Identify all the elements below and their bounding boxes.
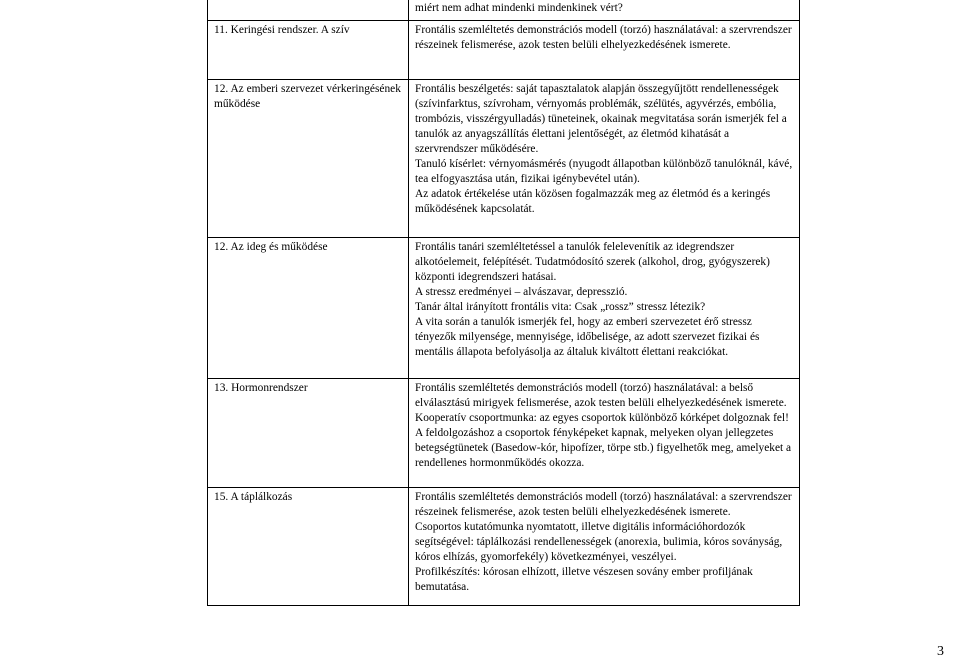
description-cell bbox=[409, 0, 800, 21]
description-paragraph: miért nem adhat mindenki mindenkinek vért? bbox=[415, 2, 623, 14]
description-paragraph: Kooperatív csoportmunka: az egyes csoportok különböző kórképet dolgoznak fel! A feldolgozáshoz a csoportok fényképeket kapnak, melyeken olyan jellegzetes betegségtünetek (Basedow-kór, hipofízer, törpe stb.) figyelhetők meg, amelyeket a rendellenes hormonműködés okozza. bbox=[415, 412, 792, 469]
description-cell bbox=[409, 238, 800, 379]
description-paragraph: Tanár által irányított frontális vita: Csak „rossz” stressz létezik? bbox=[415, 301, 706, 313]
description-paragraph: A stressz eredményei – alvászavar, depresszió. bbox=[415, 286, 628, 298]
description-cell bbox=[409, 80, 800, 238]
description-paragraph: Az adatok értékelése után közösen fogalmazzák meg az életmód és a keringés működésének kapcsolatát. bbox=[415, 188, 771, 215]
description-paragraph: Tanuló kísérlet: vérnyomásmérés (nyugodt állapotban különböző tanulóknál, kávé, tea elfogyasztása után, fizikai igénybevétel után). bbox=[415, 158, 793, 185]
description-cell bbox=[409, 21, 800, 80]
topic-label: 12. Az emberi szervezet vérkeringésének működése bbox=[214, 83, 401, 110]
description-paragraph: A vita során a tanulók ismerjék fel, hogy az emberi szervezetet érő stressz tényezők milyensége, mennyisége, időbelisége, az adott szervezet fizikai és mentális állapota befolyásolja az általuk kiváltott élettani reakciókat. bbox=[415, 316, 760, 358]
description-paragraph: Frontális szemléltetés demonstrációs modell (torzó) használatával: a szervrendszer részeinek felismerése, azok testen belüli elhelyezkedésének ismerete. bbox=[415, 24, 792, 51]
topic-cell bbox=[208, 21, 409, 80]
description-paragraph: Csoportos kutatómunka nyomtatott, illetve digitális információhordozók segítségével: táplálkozási rendellenességek (anorexia, bulimia, kóros soványság, kóros elhízás, gyomorfekély) következményei, veszélyei. bbox=[415, 521, 783, 563]
topic-label: 13. Hormonrendszer bbox=[214, 382, 308, 394]
description-paragraph: Frontális szemléltetés demonstrációs modell (torzó) használatával: a szervrendszer részeinek felismerése, azok testen belüli elhelyezkedésének ismerete. bbox=[415, 491, 792, 518]
description-paragraph: Frontális tanári szemléltetéssel a tanulók felelevenítik az idegrendszer alkotóelemeit, felépítését. Tudatmódosító szerek (alkohol, drog, gyógyszerek) központi idegrendszeri hatásai. bbox=[415, 241, 770, 283]
description-paragraph: Profilkészítés: kórosan elhízott, illetve vészesen sovány ember profiljának bemutatása. bbox=[415, 566, 753, 593]
topic-label: 15. A táplálkozás bbox=[214, 491, 293, 503]
description-cell bbox=[409, 488, 800, 606]
table-row bbox=[208, 80, 800, 238]
topic-cell bbox=[208, 0, 409, 21]
topic-cell bbox=[208, 379, 409, 488]
topic-label: 12. Az ideg és működése bbox=[214, 241, 328, 253]
topic-cell bbox=[208, 488, 409, 606]
topic-label: 11. Keringési rendszer. A szív bbox=[214, 24, 350, 36]
curriculum-table-body bbox=[208, 0, 800, 606]
description-cell bbox=[409, 379, 800, 488]
description-paragraph: Frontális szemléltetés demonstrációs modell (torzó) használatával: a belső elválasztású mirigyek felismerése, azok testen belüli elhelyezkedésének ismerete. bbox=[415, 382, 787, 409]
table-row bbox=[208, 488, 800, 606]
table-row bbox=[208, 0, 800, 21]
topic-cell bbox=[208, 238, 409, 379]
table-row bbox=[208, 238, 800, 379]
table-row bbox=[208, 379, 800, 488]
page-number: 3 bbox=[937, 644, 944, 659]
description-paragraph: Frontális beszélgetés: saját tapasztalatok alapján összegyűjtött rendellenességek (szívinfarktus, szívroham, vérnyomás problémák, szélütés, agyvérzés, embólia, trombózis, visszérgyulladás) tüneteinek, okainak megvitatása során ismerjék fel a tanulók az anyagszállítás élettani jelentőségét, az életmód kihatását a szervrendszer működésére. bbox=[415, 83, 787, 155]
table-row bbox=[208, 21, 800, 80]
topic-cell bbox=[208, 80, 409, 238]
curriculum-table bbox=[207, 0, 800, 606]
